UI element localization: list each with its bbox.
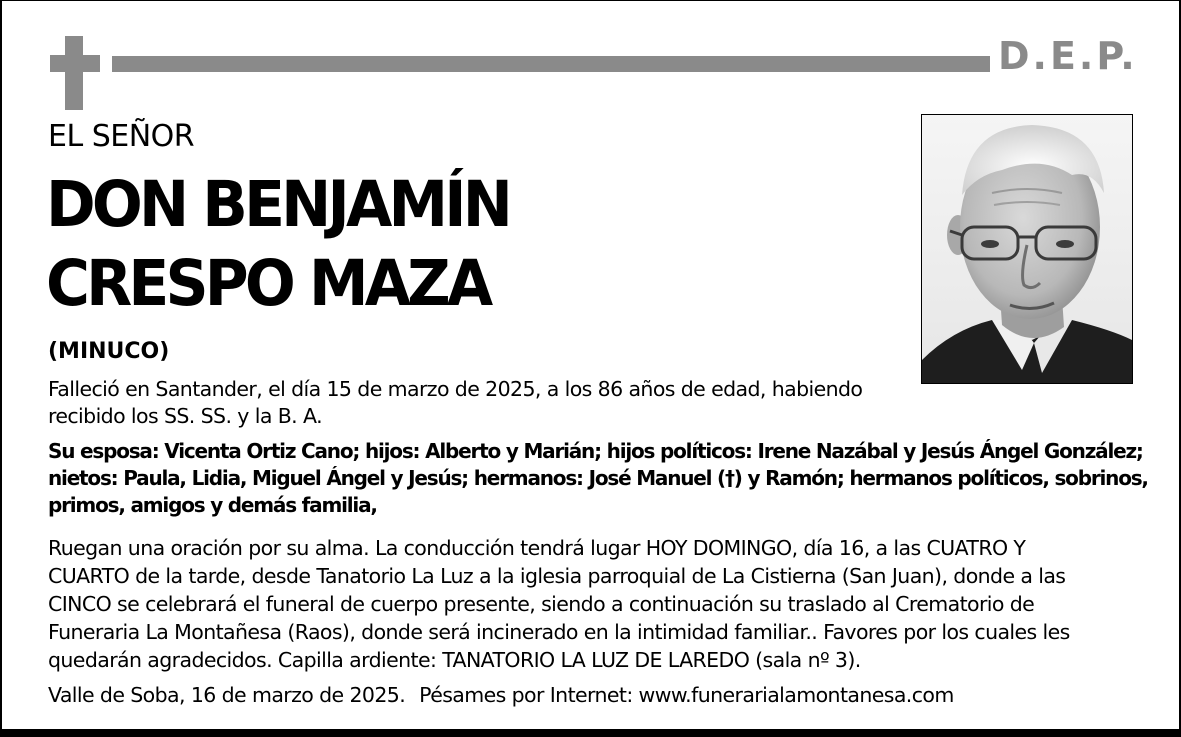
cross-icon-arm [50, 55, 100, 72]
dep-label: D.E.P. [998, 34, 1138, 78]
deceased-name-line-1: DON BENJAMÍN [46, 168, 509, 241]
bottom-rule [2, 729, 1179, 737]
condolences-link[interactable]: Pésames por Internet: www.funerarialamontanesa.com [419, 683, 954, 707]
death-notice-paragraph: Falleció en Santander, el día 15 de marzo de 2025, a los 86 años de edad, habiendo recibido los SS. SS. y la B. A. [48, 377, 863, 428]
deceased-name-line-2: CRESPO MAZA [46, 247, 490, 320]
family-paragraph: Su esposa: Vicenta Ortiz Cano; hijos: Alberto y Marián; hijos políticos: Irene Nazábal y Jesús Ángel González; nietos: Paula, Lidia, Miguel Ángel y Jesús; hermanos: José Manuel (†) y Ramón; hermanos políticos, sobrinos, primos, amigos y demás familia, [48, 439, 1148, 517]
portrait-image [922, 115, 1132, 383]
service-details-paragraph: Ruegan una oración por su alma. La conducción tendrá lugar HOY DOMINGO, día 16, a las CUATRO Y CUARTO de la tarde, desde Tanatorio La Luz a la iglesia parroquial de La Cistierna (San Juan), donde a las CINCO se celebrará el funeral de cuerpo presente, siendo a continuación su traslado al Crematorio de Funeraria La Montañesa (Raos), donde será incinerado en la intimidad familiar.. Favores por los cuales les quedarán agradecidos. Capilla ardiente: TANATORIO LA LUZ DE LAREDO (sala nº 3). [48, 536, 1070, 672]
cross-icon [65, 36, 83, 110]
deceased-photo [921, 114, 1133, 384]
place-date: Valle de Soba, 16 de marzo de 2025. [48, 683, 406, 707]
footer-line [48, 682, 1148, 709]
header-rule [112, 56, 990, 72]
nickname: (MINUCO) [48, 339, 170, 364]
title-prefix: EL SEÑOR [48, 119, 195, 154]
